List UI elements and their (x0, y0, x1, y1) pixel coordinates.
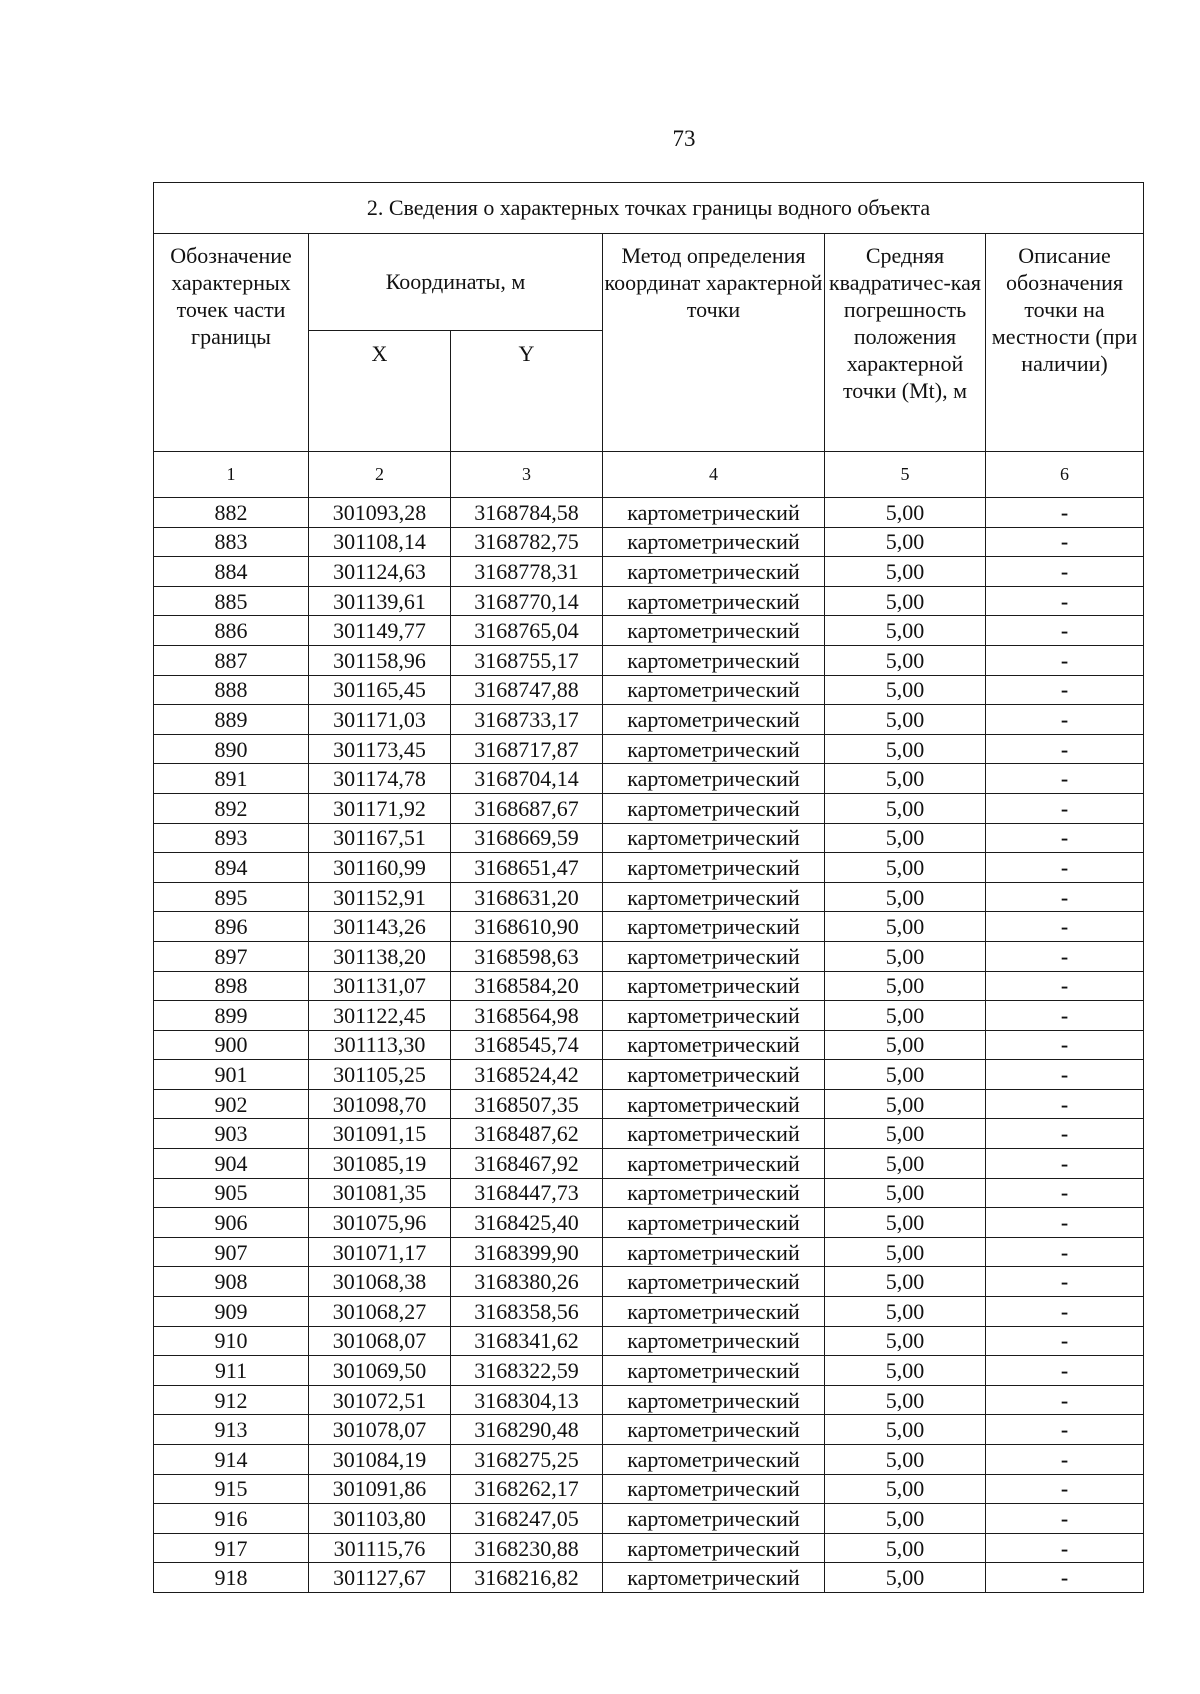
description-cell: - (986, 823, 1144, 853)
method-cell: картометрический (603, 1326, 825, 1356)
method-cell: картометрический (603, 1533, 825, 1563)
rms-error-cell: 5,00 (825, 1208, 986, 1238)
x-coordinate-cell: 301138,20 (309, 941, 451, 971)
x-coordinate-cell: 301068,38 (309, 1267, 451, 1297)
x-coordinate-cell: 301131,07 (309, 971, 451, 1001)
method-cell: картометрический (603, 1297, 825, 1327)
x-coordinate-cell: 301075,96 (309, 1208, 451, 1238)
x-coordinate-cell: 301091,15 (309, 1119, 451, 1149)
point-number-cell: 901 (154, 1060, 309, 1090)
x-coordinate-cell: 301085,19 (309, 1149, 451, 1179)
point-number-cell: 885 (154, 586, 309, 616)
x-coordinate-cell: 301098,70 (309, 1089, 451, 1119)
method-cell: картометрический (603, 557, 825, 587)
rms-error-cell: 5,00 (825, 705, 986, 735)
description-cell: - (986, 941, 1144, 971)
method-cell: картометрический (603, 1208, 825, 1238)
method-cell: картометрический (603, 1030, 825, 1060)
point-number-cell: 893 (154, 823, 309, 853)
point-number-cell: 896 (154, 912, 309, 942)
y-coordinate-cell: 3168399,90 (451, 1237, 603, 1267)
y-coordinate-cell: 3168545,74 (451, 1030, 603, 1060)
rms-error-cell: 5,00 (825, 853, 986, 883)
description-cell: - (986, 734, 1144, 764)
point-number-cell: 904 (154, 1149, 309, 1179)
rms-error-cell: 5,00 (825, 586, 986, 616)
rms-error-cell: 5,00 (825, 764, 986, 794)
y-coordinate-cell: 3168290,48 (451, 1415, 603, 1445)
table-row (154, 1563, 1144, 1593)
description-cell: - (986, 1415, 1144, 1445)
rms-error-cell: 5,00 (825, 971, 986, 1001)
y-coordinate-cell: 3168524,42 (451, 1060, 603, 1090)
method-cell: картометрический (603, 1356, 825, 1386)
description-cell: - (986, 1504, 1144, 1534)
table-body (154, 498, 1144, 1593)
table-row (154, 734, 1144, 764)
y-coordinate-cell: 3168564,98 (451, 1001, 603, 1031)
x-coordinate-cell: 301103,80 (309, 1504, 451, 1534)
table-row (154, 1060, 1144, 1090)
table-row (154, 971, 1144, 1001)
point-number-cell: 911 (154, 1356, 309, 1386)
table-row (154, 1504, 1144, 1534)
table-row (154, 882, 1144, 912)
x-coordinate-cell: 301091,86 (309, 1474, 451, 1504)
description-cell: - (986, 1356, 1144, 1386)
y-coordinate-cell: 3168765,04 (451, 616, 603, 646)
description-cell: - (986, 853, 1144, 883)
y-coordinate-cell: 3168687,67 (451, 793, 603, 823)
rms-error-cell: 5,00 (825, 1089, 986, 1119)
table-row (154, 1119, 1144, 1149)
table-row (154, 793, 1144, 823)
table-row (154, 1089, 1144, 1119)
table-row (154, 616, 1144, 646)
method-cell: картометрический (603, 1445, 825, 1475)
description-cell: - (986, 675, 1144, 705)
table-row (154, 1326, 1144, 1356)
method-cell: картометрический (603, 675, 825, 705)
rms-error-cell: 5,00 (825, 823, 986, 853)
y-coordinate-cell: 3168651,47 (451, 853, 603, 883)
method-cell: картометрический (603, 1237, 825, 1267)
y-coordinate-cell: 3168447,73 (451, 1178, 603, 1208)
description-cell: - (986, 1326, 1144, 1356)
column-number: 5 (825, 452, 986, 498)
header-description: Описание обозначения точки на местности (при наличии) (986, 234, 1144, 452)
table-row (154, 675, 1144, 705)
rms-error-cell: 5,00 (825, 1356, 986, 1386)
description-cell: - (986, 1385, 1144, 1415)
description-cell: - (986, 1060, 1144, 1090)
rms-error-cell: 5,00 (825, 616, 986, 646)
y-coordinate-cell: 3168631,20 (451, 882, 603, 912)
x-coordinate-cell: 301068,07 (309, 1326, 451, 1356)
table-row (154, 764, 1144, 794)
x-coordinate-cell: 301069,50 (309, 1356, 451, 1386)
header-rms-error: Средняя квадратичес-кая погрешность положения характерной точки (Mt), м (825, 234, 986, 452)
table-row (154, 1178, 1144, 1208)
point-number-cell: 883 (154, 527, 309, 557)
description-cell: - (986, 1563, 1144, 1593)
table-row (154, 645, 1144, 675)
y-coordinate-cell: 3168770,14 (451, 586, 603, 616)
x-coordinate-cell: 301093,28 (309, 498, 451, 528)
y-coordinate-cell: 3168610,90 (451, 912, 603, 942)
method-cell: картометрический (603, 616, 825, 646)
rms-error-cell: 5,00 (825, 1060, 986, 1090)
y-coordinate-cell: 3168425,40 (451, 1208, 603, 1238)
point-number-cell: 916 (154, 1504, 309, 1534)
point-number-cell: 897 (154, 941, 309, 971)
x-coordinate-cell: 301072,51 (309, 1385, 451, 1415)
x-coordinate-cell: 301115,76 (309, 1533, 451, 1563)
x-coordinate-cell: 301143,26 (309, 912, 451, 942)
method-cell: картометрический (603, 1563, 825, 1593)
y-coordinate-cell: 3168755,17 (451, 645, 603, 675)
table-row (154, 498, 1144, 528)
x-coordinate-cell: 301152,91 (309, 882, 451, 912)
table-row (154, 1267, 1144, 1297)
table-row (154, 705, 1144, 735)
x-coordinate-cell: 301139,61 (309, 586, 451, 616)
point-number-cell: 882 (154, 498, 309, 528)
y-coordinate-cell: 3168717,87 (451, 734, 603, 764)
header-point-designation: Обозначение характерных точек части границы (154, 234, 309, 452)
table-row (154, 853, 1144, 883)
table-row (154, 1297, 1144, 1327)
y-coordinate-cell: 3168584,20 (451, 971, 603, 1001)
method-cell: картометрический (603, 586, 825, 616)
y-coordinate-cell: 3168598,63 (451, 941, 603, 971)
rms-error-cell: 5,00 (825, 1504, 986, 1534)
table-row (154, 586, 1144, 616)
description-cell: - (986, 616, 1144, 646)
rms-error-cell: 5,00 (825, 1178, 986, 1208)
table-row (154, 1237, 1144, 1267)
method-cell: картометрический (603, 1149, 825, 1179)
rms-error-cell: 5,00 (825, 1119, 986, 1149)
y-coordinate-cell: 3168733,17 (451, 705, 603, 735)
point-number-cell: 894 (154, 853, 309, 883)
rms-error-cell: 5,00 (825, 882, 986, 912)
point-number-cell: 899 (154, 1001, 309, 1031)
method-cell: картометрический (603, 1001, 825, 1031)
table-row (154, 912, 1144, 942)
column-number: 4 (603, 452, 825, 498)
table-row (154, 941, 1144, 971)
rms-error-cell: 5,00 (825, 498, 986, 528)
header-coordinates: Координаты, м (309, 234, 603, 331)
rms-error-cell: 5,00 (825, 1445, 986, 1475)
method-cell: картометрический (603, 1060, 825, 1090)
description-cell: - (986, 971, 1144, 1001)
y-coordinate-cell: 3168341,62 (451, 1326, 603, 1356)
rms-error-cell: 5,00 (825, 1149, 986, 1179)
point-number-cell: 915 (154, 1474, 309, 1504)
method-cell: картометрический (603, 734, 825, 764)
description-cell: - (986, 793, 1144, 823)
x-coordinate-cell: 301165,45 (309, 675, 451, 705)
rms-error-cell: 5,00 (825, 557, 986, 587)
description-cell: - (986, 557, 1144, 587)
x-coordinate-cell: 301127,67 (309, 1563, 451, 1593)
point-number-cell: 898 (154, 971, 309, 1001)
description-cell: - (986, 1533, 1144, 1563)
method-cell: картометрический (603, 941, 825, 971)
column-number-row (154, 452, 1144, 498)
description-cell: - (986, 586, 1144, 616)
point-number-cell: 914 (154, 1445, 309, 1475)
y-coordinate-cell: 3168747,88 (451, 675, 603, 705)
x-coordinate-cell: 301105,25 (309, 1060, 451, 1090)
x-coordinate-cell: 301160,99 (309, 853, 451, 883)
point-number-cell: 910 (154, 1326, 309, 1356)
point-number-cell: 912 (154, 1385, 309, 1415)
point-number-cell: 909 (154, 1297, 309, 1327)
header-x: X (309, 331, 451, 452)
description-cell: - (986, 1178, 1144, 1208)
rms-error-cell: 5,00 (825, 941, 986, 971)
rms-error-cell: 5,00 (825, 1267, 986, 1297)
method-cell: картометрический (603, 823, 825, 853)
method-cell: картометрический (603, 793, 825, 823)
description-cell: - (986, 1297, 1144, 1327)
table-caption: 2. Сведения о характерных точках границы водного объекта (154, 183, 1144, 234)
description-cell: - (986, 645, 1144, 675)
method-cell: картометрический (603, 1385, 825, 1415)
table-row (154, 1533, 1144, 1563)
y-coordinate-cell: 3168322,59 (451, 1356, 603, 1386)
rms-error-cell: 5,00 (825, 1385, 986, 1415)
y-coordinate-cell: 3168304,13 (451, 1385, 603, 1415)
y-coordinate-cell: 3168380,26 (451, 1267, 603, 1297)
rms-error-cell: 5,00 (825, 912, 986, 942)
description-cell: - (986, 1119, 1144, 1149)
method-cell: картометрический (603, 1474, 825, 1504)
point-number-cell: 905 (154, 1178, 309, 1208)
y-coordinate-cell: 3168275,25 (451, 1445, 603, 1475)
point-number-cell: 907 (154, 1237, 309, 1267)
x-coordinate-cell: 301149,77 (309, 616, 451, 646)
point-number-cell: 895 (154, 882, 309, 912)
rms-error-cell: 5,00 (825, 734, 986, 764)
rms-error-cell: 5,00 (825, 1237, 986, 1267)
rms-error-cell: 5,00 (825, 1533, 986, 1563)
x-coordinate-cell: 301171,03 (309, 705, 451, 735)
table-row (154, 1149, 1144, 1179)
description-cell: - (986, 498, 1144, 528)
method-cell: картометрический (603, 971, 825, 1001)
y-coordinate-cell: 3168262,17 (451, 1474, 603, 1504)
method-cell: картометрический (603, 1415, 825, 1445)
table-row (154, 1385, 1144, 1415)
table-row (154, 557, 1144, 587)
y-coordinate-cell: 3168467,92 (451, 1149, 603, 1179)
column-number: 3 (451, 452, 603, 498)
rms-error-cell: 5,00 (825, 793, 986, 823)
point-number-cell: 884 (154, 557, 309, 587)
description-cell: - (986, 1001, 1144, 1031)
table-row (154, 1415, 1144, 1445)
rms-error-cell: 5,00 (825, 645, 986, 675)
point-number-cell: 890 (154, 734, 309, 764)
page-number: 73 (672, 126, 696, 151)
point-number-cell: 891 (154, 764, 309, 794)
rms-error-cell: 5,00 (825, 1001, 986, 1031)
table-row (154, 1208, 1144, 1238)
x-coordinate-cell: 301068,27 (309, 1297, 451, 1327)
point-number-cell: 889 (154, 705, 309, 735)
method-cell: картометрический (603, 645, 825, 675)
column-number: 2 (309, 452, 451, 498)
x-coordinate-cell: 301081,35 (309, 1178, 451, 1208)
method-cell: картометрический (603, 1504, 825, 1534)
rms-error-cell: 5,00 (825, 1563, 986, 1593)
x-coordinate-cell: 301124,63 (309, 557, 451, 587)
rms-error-cell: 5,00 (825, 1474, 986, 1504)
rms-error-cell: 5,00 (825, 1326, 986, 1356)
point-number-cell: 900 (154, 1030, 309, 1060)
description-cell: - (986, 1208, 1144, 1238)
method-cell: картометрический (603, 912, 825, 942)
method-cell: картометрический (603, 882, 825, 912)
point-number-cell: 892 (154, 793, 309, 823)
rms-error-cell: 5,00 (825, 1415, 986, 1445)
x-coordinate-cell: 301167,51 (309, 823, 451, 853)
description-cell: - (986, 527, 1144, 557)
y-coordinate-cell: 3168487,62 (451, 1119, 603, 1149)
description-cell: - (986, 1089, 1144, 1119)
y-coordinate-cell: 3168358,56 (451, 1297, 603, 1327)
method-cell: картометрический (603, 1119, 825, 1149)
description-cell: - (986, 1267, 1144, 1297)
y-coordinate-cell: 3168216,82 (451, 1563, 603, 1593)
method-cell: картометрический (603, 853, 825, 883)
y-coordinate-cell: 3168782,75 (451, 527, 603, 557)
method-cell: картометрический (603, 705, 825, 735)
point-number-cell: 918 (154, 1563, 309, 1593)
x-coordinate-cell: 301171,92 (309, 793, 451, 823)
method-cell: картометрический (603, 764, 825, 794)
table-row (154, 1001, 1144, 1031)
point-number-cell: 903 (154, 1119, 309, 1149)
y-coordinate-cell: 3168784,58 (451, 498, 603, 528)
table-row (154, 1030, 1144, 1060)
description-cell: - (986, 1474, 1144, 1504)
description-cell: - (986, 882, 1144, 912)
x-coordinate-cell: 301078,07 (309, 1415, 451, 1445)
table-row (154, 1356, 1144, 1386)
description-cell: - (986, 1149, 1144, 1179)
description-cell: - (986, 1237, 1144, 1267)
method-cell: картометрический (603, 1267, 825, 1297)
point-number-cell: 886 (154, 616, 309, 646)
method-cell: картометрический (603, 498, 825, 528)
x-coordinate-cell: 301158,96 (309, 645, 451, 675)
description-cell: - (986, 912, 1144, 942)
x-coordinate-cell: 301173,45 (309, 734, 451, 764)
column-number: 1 (154, 452, 309, 498)
rms-error-cell: 5,00 (825, 1297, 986, 1327)
rms-error-cell: 5,00 (825, 527, 986, 557)
y-coordinate-cell: 3168704,14 (451, 764, 603, 794)
description-cell: - (986, 764, 1144, 794)
table-row (154, 823, 1144, 853)
table-row (154, 1474, 1144, 1504)
description-cell: - (986, 705, 1144, 735)
x-coordinate-cell: 301113,30 (309, 1030, 451, 1060)
method-cell: картометрический (603, 527, 825, 557)
point-number-cell: 887 (154, 645, 309, 675)
header-method: Метод определения координат характерной точки (603, 234, 825, 452)
y-coordinate-cell: 3168669,59 (451, 823, 603, 853)
y-coordinate-cell: 3168507,35 (451, 1089, 603, 1119)
x-coordinate-cell: 301084,19 (309, 1445, 451, 1475)
boundary-points-table (153, 182, 1144, 1593)
rms-error-cell: 5,00 (825, 675, 986, 705)
point-number-cell: 917 (154, 1533, 309, 1563)
x-coordinate-cell: 301122,45 (309, 1001, 451, 1031)
y-coordinate-cell: 3168247,05 (451, 1504, 603, 1534)
point-number-cell: 913 (154, 1415, 309, 1445)
column-number: 6 (986, 452, 1144, 498)
method-cell: картометрический (603, 1089, 825, 1119)
point-number-cell: 906 (154, 1208, 309, 1238)
point-number-cell: 902 (154, 1089, 309, 1119)
y-coordinate-cell: 3168778,31 (451, 557, 603, 587)
y-coordinate-cell: 3168230,88 (451, 1533, 603, 1563)
description-cell: - (986, 1030, 1144, 1060)
table-row (154, 1445, 1144, 1475)
x-coordinate-cell: 301108,14 (309, 527, 451, 557)
point-number-cell: 908 (154, 1267, 309, 1297)
method-cell: картометрический (603, 1178, 825, 1208)
x-coordinate-cell: 301071,17 (309, 1237, 451, 1267)
header-y: Y (451, 331, 603, 452)
table-row (154, 527, 1144, 557)
description-cell: - (986, 1445, 1144, 1475)
point-number-cell: 888 (154, 675, 309, 705)
rms-error-cell: 5,00 (825, 1030, 986, 1060)
x-coordinate-cell: 301174,78 (309, 764, 451, 794)
